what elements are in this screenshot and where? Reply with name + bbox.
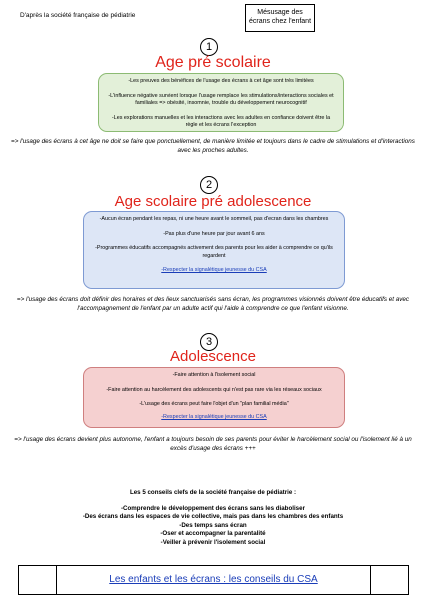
section-1-note: => l'usage des écrans à cet âge ne doit se faire que ponctuellement, de manière limitée et toujours dans le cadre de stimulations et d'interactions avec les proches adultes. [11,138,415,154]
conseils-list [0,505,426,547]
document-title-line1: Mésusage des [257,9,303,16]
section-3-item-3: -L'usage des écrans peut faire l'objet d'un "plan familial média" [139,401,289,408]
footer-right-cell [370,566,408,594]
footer-left-cell [19,566,57,594]
section-3-note: => l'usage des écrans devient plus autonome, l'enfant a toujours besoin de ses parents pour éviter le harcèlement social ou l'isolement lié à un excès d'usage des écrans +++ [14,436,412,452]
section-1-item-3: -Les explorations manuelles et les interactions avec les adultes en confiance doivent être la règle et les écrans l'exception [111,114,331,129]
section-3-item-1: -Faire attention à l'isolement social [172,372,256,378]
footer-box [18,565,409,595]
section-2-title: Age scolaire pré adolescence [114,193,312,210]
section-3-title: Adolescence [170,348,256,365]
document-title-line2: écrans chez l'enfant [248,18,312,25]
conseil-item-5: -Veiller à prévenir l'isolement social [160,538,266,546]
section-3-number: 3 [200,333,218,351]
conseil-item-4: -Oser et accompagner la parentalité [160,530,266,538]
section-2-number: 2 [200,176,218,194]
source-attribution: D'après la société française de pédiatrie [20,12,136,19]
section-1-item-2: -L'influence négative survient lorsque l'usage remplace les stimulations/interactions sociales et familiales => obésité, insomnie, trouble du développement neurocognitif [108,92,334,107]
section-3-item-2: -Faire attention au harcèlement des adolescents qui n'est pas rare via les réseaux sociaux [106,386,322,393]
section-2-note: => l'usage des écrans doit définir des horaires et des lieux sanctuarisés sans écran, les programmes visionnés doivent être éducatifs et avec l'accompagnement de l'enfant par un adulte actif qui l'aide à comprendre ce que l'enfant visionne. [16,296,410,312]
section-2-item-1: -Aucun écran pendant les repas, ni une heure avant le sommeil, pas d'ecran dans les chambres [99,216,329,222]
section-2-item-3: -Programmes éducatifs accompagnés activement des parents pour les aider à comprendre ce qu'ils regardent [95,245,333,259]
section-3-box [83,367,345,428]
conseils-heading: Les 5 conseils clefs de la société française de pédiatrie : [129,489,297,496]
section-1-number: 1 [200,38,218,56]
footer-link-cell [56,566,371,594]
section-1-item-1: -Les preuves des bénéfices de l'usage des écrans à cet âge sont très limitées [128,78,314,84]
csa-advice-link[interactable]: Les enfants et les écrans : les conseils du CSA [109,574,318,585]
conseil-item-2: -Des écrans dans les espaces de vie collective, mais pas dans les chambres des enfants [82,513,344,521]
document-title-box [245,4,315,32]
conseil-item-3: -Des temps sans écran [179,521,247,529]
section-2-item-2: -Pas plus d'une heure par jour avant 6 ans [163,230,265,237]
section-1-box [98,73,344,132]
conseil-item-1: -Comprendre le développement des écrans sans les diaboliser [121,505,305,512]
section-3-csa-link[interactable]: -Respecter la signalétique jeunesse du CSA [161,413,267,420]
section-2-csa-link[interactable]: -Respecter la signalétique jeunesse du CSA [161,267,267,274]
section-2-box [83,211,345,289]
section-1-title: Age pré scolaire [155,54,271,71]
